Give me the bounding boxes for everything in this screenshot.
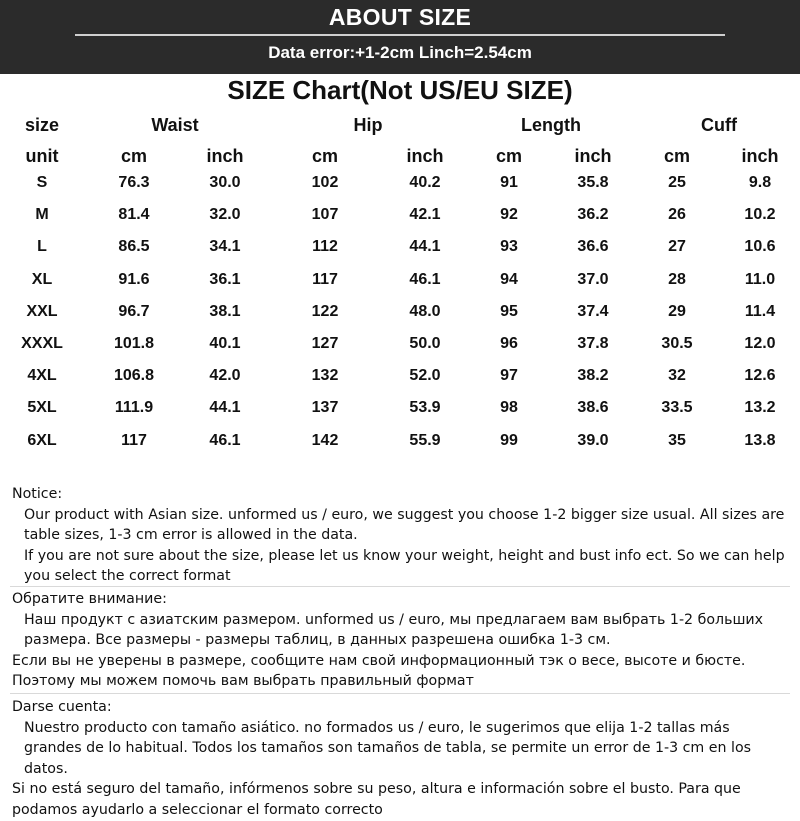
size-label-cell: 6XL [27,431,57,449]
unit-header: cm [663,146,691,166]
table-cell: 42.0 [209,367,241,385]
notice-ru-para2: Если вы не уверены в размере, сообщите нам свой информационный тэк о весе, высоте и бюсте. Поэтому мы можем помочь вам выбрать правильный формат [12,652,746,690]
table-cell: 99 [500,431,518,449]
table-cell: 42.1 [409,206,441,224]
table-cell: 93 [500,238,518,256]
section-divider [10,586,790,587]
table-cell: 76.3 [118,174,150,191]
unit-header: cm [495,146,523,166]
table-cell: 122 [311,302,339,320]
unit-header: unit [25,146,59,166]
table-cell: 142 [311,431,339,449]
notice-en-heading: Notice: [12,486,63,502]
notice-russian [12,589,790,692]
notice-es-heading: Darse cuenta: [12,699,112,715]
table-cell: 35.8 [577,174,609,191]
size-chart-title: SIZE Chart(Not US/EU SIZE) [227,75,573,105]
table-cell: 97 [500,367,518,385]
table-cell: 132 [311,367,339,385]
table-cell: 96 [500,335,518,352]
unit-header: inch [574,146,612,166]
table-cell: 10.2 [744,206,776,224]
table-cell: 46.1 [409,270,441,288]
table-cell: 13.2 [744,399,776,417]
table-cell: 94 [500,270,518,288]
table-cell: 111.9 [114,399,154,417]
table-cell: 101.8 [113,335,155,352]
size-label-cell: XXXL [21,335,63,352]
table-cell: 27 [668,238,686,256]
table-cell: 13.8 [744,431,776,449]
column-group-header: Cuff [701,115,737,135]
table-cell: 34.1 [209,238,241,256]
table-cell: 30.0 [209,174,241,191]
table-cell: 38.1 [209,302,241,320]
table-cell: 37.4 [577,302,609,320]
table-cell: 36.2 [577,206,609,224]
table-cell: 40.1 [209,335,241,352]
table-cell: 28 [668,270,686,288]
table-cell: 86.5 [118,238,150,256]
table-cell: 38.2 [577,367,609,385]
table-cell: 33.5 [661,399,693,417]
banner-divider [75,34,725,36]
table-cell: 10.6 [744,238,776,256]
table-cell: 98 [500,399,518,417]
table-cell: 12.0 [744,335,776,352]
table-cell: 55.9 [409,431,441,449]
table-cell: 95 [500,302,518,320]
table-cell: 112 [312,238,338,256]
unit-header: cm [311,146,339,166]
column-group-header: Length [521,115,581,135]
table-cell: 25 [668,174,686,191]
table-cell: 37.0 [577,270,609,288]
table-cell: 37.8 [577,335,609,352]
table-cell: 26 [668,206,686,224]
size-label-cell: 4XL [27,367,57,385]
table-cell: 91.6 [118,270,150,288]
banner-subtitle: Data error:+1-2cm Linch=2.54cm [268,43,532,62]
table-cell: 30.5 [661,335,693,352]
about-size-banner [0,0,800,74]
unit-header: inch [406,146,444,166]
notice-en-para2: If you are not sure about the size, please let us know your weight, height and bust info ect. So we can help you select the correct format [24,547,785,585]
table-cell: 36.1 [209,270,241,288]
notice-en-para1: Our product with Asian size. unformed us / euro, we suggest you choose 1-2 bigger size usual. All sizes are table sizes, 1-3 cm error is allowed in the data. [24,506,785,544]
notice-es-para1: Nuestro producto con tamaño asiático. no formados us / euro, le sugerimos que elija 1-2 tallas más grandes de lo habitual. Todos los tamaños son tamaños de tabla, se permite un error de 1-3 cm en los datos. [24,719,752,777]
table-cell: 50.0 [409,335,441,352]
size-label-cell: XL [31,270,53,288]
table-cell: 48.0 [409,302,441,320]
table-cell: 12.6 [744,367,776,385]
table-cell: 11.0 [744,270,776,288]
table-cell: 96.7 [118,302,150,320]
table-cell: 32.0 [209,206,241,224]
table-cell: 117 [121,431,147,449]
table-cell: 40.2 [409,174,441,191]
table-cell: 29 [668,302,686,320]
banner-title: ABOUT SIZE [328,4,472,30]
notice-ru-para1: Наш продукт с азиатским размером. unformed us / euro, мы предлагаем вам выбрать 1-2 больших размера. Все размеры - размеры таблиц, в данных разрешена ошибка 1-3 см. [24,611,764,649]
table-cell: 53.9 [409,399,441,417]
table-cell: 106.8 [113,367,155,385]
size-label-cell: S [36,174,48,191]
section-divider [10,693,790,694]
column-group-header: Waist [151,115,199,135]
table-cell: 38.6 [577,399,609,417]
table-cell: 46.1 [209,431,241,449]
size-label-cell: 5XL [27,399,57,417]
unit-header: cm [120,146,148,166]
table-cell: 137 [311,399,339,417]
notice-ru-heading: Обратите внимание: [12,591,167,607]
table-cell: 11.4 [744,302,776,320]
table-cell: 81.4 [118,206,150,224]
column-group-header: size [24,115,60,135]
notice-english [12,484,790,587]
table-cell: 102 [311,174,339,191]
table-cell: 107 [311,206,339,224]
table-cell: 32 [668,367,686,385]
size-label-cell: XXL [26,302,58,320]
table-cell: 35 [668,431,686,449]
table-cell: 36.6 [577,238,609,256]
table-cell: 127 [311,335,339,352]
column-group-header: Hip [353,115,383,135]
table-cell: 44.1 [409,238,441,256]
notice-es-para2: Si no está seguro del tamaño, infórmenos sobre su peso, altura e información sobre el busto. Para que podamos ayudarlo a seleccionar el formato correcto [12,781,741,818]
size-label-cell: L [37,238,47,256]
table-cell: 39.0 [577,431,609,449]
table-cell: 117 [312,270,338,288]
table-cell: 92 [500,206,518,224]
notice-spanish [12,697,790,821]
table-cell: 44.1 [209,399,241,417]
table-cell: 91 [500,174,518,191]
table-cell: 52.0 [409,367,441,385]
size-label-cell: M [35,206,49,224]
table-cell: 9.8 [748,174,772,191]
unit-header: inch [206,146,244,166]
unit-header: inch [741,146,779,166]
